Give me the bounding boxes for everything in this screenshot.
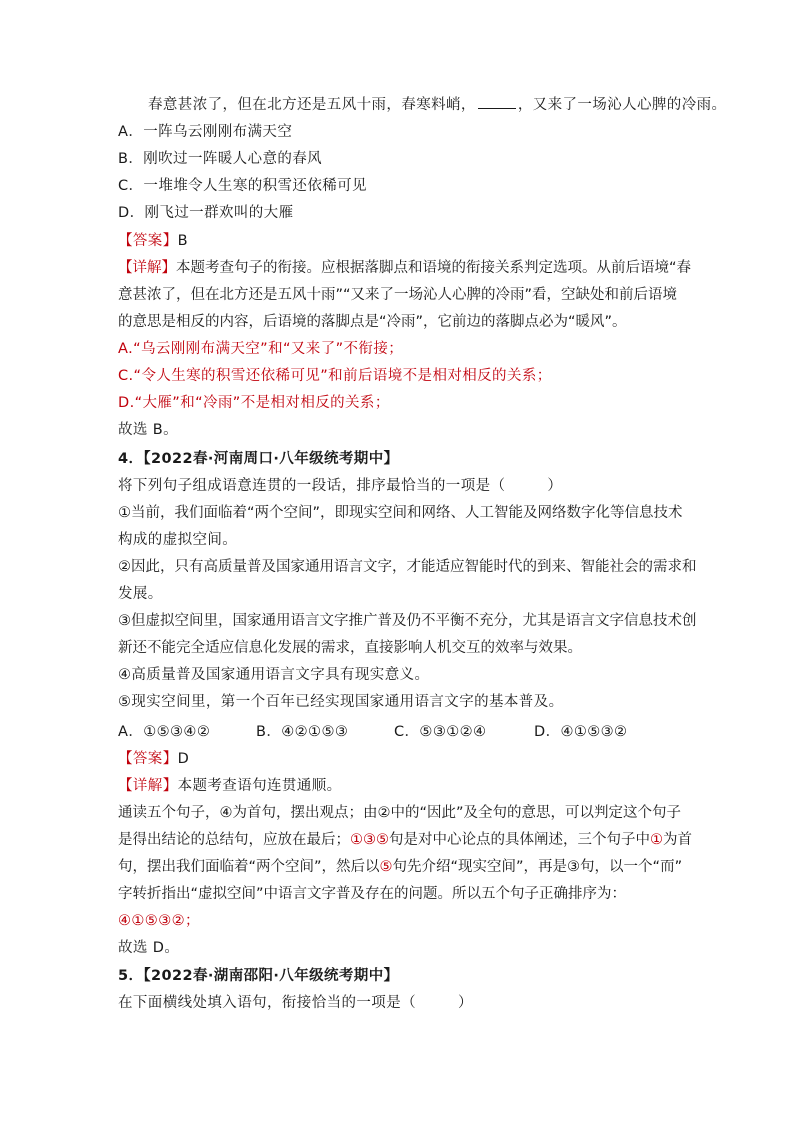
q4-sentence-3a: ③但虚拟空间里，国家通用语言文字推广普及仍不平衡不充分，尤其是语言文字信息技术创 [118,613,697,629]
q4-answer [118,749,189,769]
detail-label: 【详解】 [118,778,178,794]
q4-prompt: 将下列句子组成语意连贯的一段话，排序最恰当的一项是（ ） [118,478,563,494]
q4-sentence-5: ⑤现实空间里，第一个百年已经实现国家通用语言文字的基本普及。 [118,694,564,710]
q3-option-d: D．刚飞过一群欢叫的大雁 [118,205,294,221]
q4-sentence-4: ④高质量普及国家通用语言文字具有现实意义。 [118,667,430,683]
q3-detail-line-1: 【详解】本题考查句子的衔接。应根据落脚点和语境的衔接关系判定选项。从前后语境“春 [118,260,692,276]
q4-sentence-2a: ②因此，只有高质量普及国家通用语言文字，才能适应智能时代的到来、智能社会的需求和 [118,559,697,575]
q5-prompt: 在下面横线处填入语句，衔接恰当的一项是（ ） [118,995,473,1011]
q3-detail-line-3: 的意思是相反的内容，后语境的落脚点是“冷雨”，它前边的落脚点必为“暖风”。 [118,314,627,330]
q4-detail: 【详解】本题考查语句连贯通顺。 [118,778,342,794]
q3-option-c: C．一堆堆令人生寒的积雪还依稀可见 [118,178,367,194]
q4-explain-line-3: 句，摆出我们面临着“两个空间”，然后以⑤句先介绍“现实空间”，再是③句，以一个“而” [118,859,683,875]
q4-options [118,722,627,742]
fill-blank [478,95,516,109]
q3-stem: 春意甚浓了，但在北方还是五风十雨，春寒料峭， ，又来了一场沁人心脾的冷雨。 [148,97,727,113]
q4-sentence-1a: ①当前，我们面临着“两个空间”，即现实空间和网络、人工智能及网络数字化等信息技术 [118,505,683,521]
answer-value: B [177,233,188,249]
q3-option-a: A．一阵乌云刚刚布满天空 [118,124,293,140]
q3-detail-line-2: 意甚浓了，但在北方还是五风十雨”“又来了一场沁人心脾的冷雨”看，空缺处和前后语境 [118,287,678,303]
q3-analysis-c: C.“令人生寒的积雪还依稀可见”和前后语境不是相对相反的关系； [118,368,552,384]
q4-option-b: B．④②①⑤③ [256,724,349,740]
q3-conclusion: 故选 B。 [118,422,179,438]
q4-option-c: C．⑤③①②④ [394,724,487,740]
q3-analysis-d: D.“大雁”和“冷雨”不是相对相反的关系； [118,395,390,411]
q3-answer [118,231,188,251]
q4-explain-line-5: ④①⑤③②； [118,913,200,929]
q3-option-b: B．刚吹过一阵暖人心意的春风 [118,151,323,167]
q4-explain-line-1: 通读五个句子，④为首句，摆出观点；由②中的“因此”及全句的意思，可以判定这个句子 [118,805,682,821]
q5-header: 5．【2022春·湖南邵阳·八年级统考期中】 [118,968,399,984]
q4-conclusion: 故选 D。 [118,940,180,956]
q4-explain-line-2: 是得出结论的总结句，应放在最后；①③⑤句是对中心论点的具体阐述，三个句子中①为首 [118,832,692,848]
detail-label: 【详解】 [118,260,176,276]
answer-label: 【答案】 [118,751,178,767]
q4-header: 4．【2022春·河南周口·八年级统考期中】 [118,451,399,467]
q4-option-d: D．④①⑤③② [534,724,628,740]
q4-sentence-2b: 发展。 [118,586,163,602]
q3-analysis-a: A.“乌云刚刚布满天空”和“又来了”不衔接； [118,341,404,357]
answer-value: D [177,751,190,767]
q4-sentence-1b: 构成的虚拟空间。 [118,532,238,548]
q4-sentence-3b: 新还不能完全适应信息化发展的需求，直接影响人机交互的效率与效果。 [118,640,582,656]
q4-option-a: A．①⑤③④② [118,724,211,740]
q4-explain-line-4: 字转折指出“虚拟空间”中语言文字普及存在的问题。所以五个句子正确排序为： [118,886,627,902]
answer-label: 【答案】 [118,233,178,249]
